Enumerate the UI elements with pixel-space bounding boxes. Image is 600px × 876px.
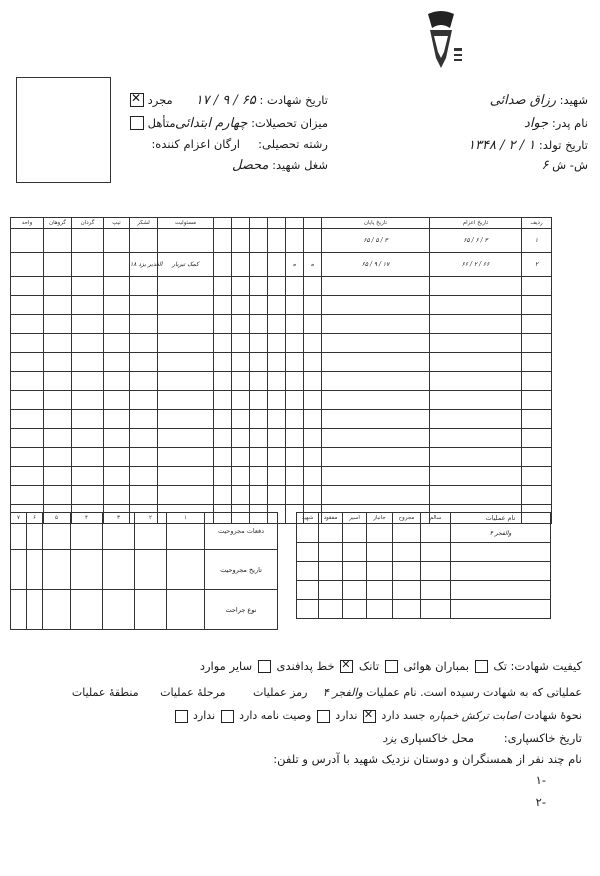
birth-value: ۱ / ۲ / ۱۳۴۸ xyxy=(468,138,536,153)
injury-col-3: ۳ xyxy=(103,513,135,524)
friends-label: نام چند نفر از همسنگران و دوستان نزدیک شهید با آدرس و تلفن: xyxy=(273,752,582,766)
how-row xyxy=(173,709,582,723)
table-row xyxy=(11,372,552,391)
table-row xyxy=(11,448,552,467)
injury-col-1: ۱ xyxy=(167,513,205,524)
single-row xyxy=(130,93,173,108)
martyr-name: رزاق صدائی xyxy=(489,93,557,108)
birth-label: تاریخ تولد: xyxy=(538,138,588,152)
injury-col-4: ۴ xyxy=(71,513,103,524)
single-checkbox[interactable] xyxy=(130,93,144,107)
married-row xyxy=(130,116,176,131)
father-label: نام پدر: xyxy=(551,116,588,130)
row1-num: ۱ xyxy=(522,229,552,253)
table-row xyxy=(11,467,552,486)
ops-col-healthy: سالم xyxy=(421,513,451,524)
dispatch-label: ارگان اعزام کننده: xyxy=(151,137,240,151)
field-label: رشته تحصیلی: xyxy=(258,137,328,151)
id-value: ۶ xyxy=(541,158,549,173)
will-label: وصیت نامه دارد xyxy=(239,709,312,722)
ops-col-missing: مفقود xyxy=(319,513,343,524)
table-row xyxy=(297,524,551,543)
married-label: متأهل xyxy=(147,116,176,130)
father-name: جواد xyxy=(524,116,549,131)
service-header-row xyxy=(11,218,552,229)
row2-dispatch: ۶۶ / ۲ / ۶۶ xyxy=(430,253,522,277)
col-role: مسئولیت xyxy=(158,218,214,229)
married-checkbox[interactable] xyxy=(130,116,144,130)
id-label: ش- ش xyxy=(552,158,588,172)
martyr-label: شهید: xyxy=(559,93,588,107)
row1-end: ۶۵ / ۵ / ۳ xyxy=(322,229,430,253)
burial-place-value: یزد xyxy=(382,732,397,745)
martyrdom-date-value: ۶۵ / ۹ / ۱۷ xyxy=(195,93,256,108)
kind-label: کیفیت شهادت: تک xyxy=(493,659,582,673)
table-row xyxy=(11,410,552,429)
job-label: شغل شهید: xyxy=(272,158,328,172)
injury-col-7: ۷ xyxy=(11,513,27,524)
ops-col-martyr: شهید xyxy=(297,513,319,524)
kind-air-checkbox[interactable] xyxy=(385,660,398,673)
injury-col-6: ۶ xyxy=(27,513,43,524)
kind-tank: تانک xyxy=(358,659,380,673)
emblem-logo xyxy=(420,8,462,74)
job-value: محصل xyxy=(231,158,269,173)
col-dispatch-date: تاریخ اعزام xyxy=(430,218,522,229)
ops-col-veteran: جانباز xyxy=(367,513,393,524)
education-value: چهارم ابتدائی xyxy=(174,116,248,131)
col-extra-1 xyxy=(214,218,232,229)
id-row xyxy=(541,158,588,173)
injury-date-label: تاریخ مجروحیت xyxy=(205,550,278,590)
col-brigade: تیپ xyxy=(104,218,130,229)
table-row xyxy=(297,600,551,619)
op-code-label: رمز عملیات xyxy=(253,686,308,699)
body-no-checkbox[interactable] xyxy=(317,710,330,723)
father-row xyxy=(524,116,588,131)
col-extra-4 xyxy=(268,218,286,229)
ops-row1-name: والفجر ۴ xyxy=(451,524,551,543)
operation-row xyxy=(72,686,582,699)
row2-role: کمک تیربار xyxy=(158,253,214,277)
injury-header-row xyxy=(11,513,278,524)
op-stage-label: مرحلهٔ عملیات xyxy=(160,686,226,699)
burial-date-label: تاریخ خاکسپاری: xyxy=(503,731,582,745)
body-no-label: ندارد xyxy=(335,709,358,722)
table-row xyxy=(11,429,552,448)
burial-row xyxy=(383,731,582,745)
operations-table xyxy=(296,512,551,619)
table-row xyxy=(11,334,552,353)
row2-division: ۱۸ الغدیر یزد xyxy=(130,253,158,277)
injury-table xyxy=(10,512,278,630)
job-row xyxy=(232,158,328,173)
injury-col-2: ۲ xyxy=(135,513,167,524)
will-yes-checkbox[interactable] xyxy=(221,710,234,723)
row2-c2: ه xyxy=(304,253,322,277)
service-table xyxy=(10,217,552,524)
injury-type-label: نوع جراحت xyxy=(205,590,278,630)
col-extra-2 xyxy=(232,218,250,229)
col-battalion: گردان xyxy=(72,218,104,229)
table-row xyxy=(11,353,552,372)
table-row xyxy=(11,550,278,590)
injury-count-label: دفعات مجروحیت xyxy=(205,513,278,550)
body-yes-checkbox[interactable] xyxy=(363,710,376,723)
burial-place-label: محل خاکسپاری xyxy=(400,731,475,745)
ops-header-row xyxy=(297,513,551,524)
col-extra-3 xyxy=(250,218,268,229)
friend-line-1: -۱ xyxy=(535,773,546,787)
row2-end: ۶۵ / ۹ / ۱۷ xyxy=(322,253,430,277)
row2-c1: ه xyxy=(286,253,304,277)
martyr-row xyxy=(490,93,588,108)
table-row xyxy=(11,391,552,410)
table-row xyxy=(11,296,552,315)
photo-box xyxy=(16,77,111,183)
op-sentence: عملیاتی که به شهادت رسیده است. نام عملیات xyxy=(366,686,582,699)
ops-col-injured: مجروح xyxy=(393,513,421,524)
row1-dispatch: ۶۵ / ۶ / ۳ xyxy=(430,229,522,253)
ops-col-captive: اسیر xyxy=(343,513,367,524)
table-row xyxy=(297,581,551,600)
col-unit: واحد xyxy=(11,218,44,229)
single-label: مجرد xyxy=(147,93,173,107)
table-row xyxy=(11,590,278,630)
kind-tank-checkbox[interactable] xyxy=(340,660,353,673)
martyrdom-date-row xyxy=(196,93,328,108)
martyrdom-date-label: تاریخ شهادت : xyxy=(259,93,328,107)
col-end-date: تاریخ پایان xyxy=(322,218,430,229)
table-row xyxy=(11,253,552,277)
col-extra-5 xyxy=(286,218,304,229)
col-division: لشکر xyxy=(130,218,158,229)
injury-col-5: ۵ xyxy=(43,513,71,524)
table-row xyxy=(11,229,552,253)
row2-num: ۲ xyxy=(522,253,552,277)
will-no-label: ندارد xyxy=(193,709,216,722)
friend-line-2: -۲ xyxy=(535,795,546,809)
ops-col-name: نام عملیات xyxy=(451,513,551,524)
kind-other: سایر موارد xyxy=(199,659,253,673)
body-label: جسد دارد xyxy=(381,709,426,722)
kind-attack-checkbox[interactable] xyxy=(475,660,488,673)
how-label: نحوهٔ شهادت xyxy=(524,709,582,722)
education-row xyxy=(175,116,328,131)
col-extra-6 xyxy=(304,218,322,229)
martyrdom-kind-row xyxy=(200,659,582,673)
how-value: اصابت ترکش خمپاره xyxy=(428,710,521,722)
col-company: گروهان xyxy=(44,218,72,229)
will-no-checkbox[interactable] xyxy=(175,710,188,723)
education-label: میزان تحصیلات: xyxy=(251,116,328,130)
kind-defense-checkbox[interactable] xyxy=(258,660,271,673)
table-row xyxy=(297,543,551,562)
kind-defense: خط پدافندی xyxy=(276,659,335,673)
table-row xyxy=(11,277,552,296)
table-row xyxy=(297,562,551,581)
table-row xyxy=(11,486,552,505)
col-row: ردیف xyxy=(522,218,552,229)
table-row xyxy=(11,315,552,334)
op-area-label: منطقهٔ عملیات xyxy=(71,686,139,699)
kind-air: بمباران هوائی xyxy=(403,659,470,673)
birth-row xyxy=(468,138,588,153)
op-name-value: والفجر ۴ xyxy=(322,686,363,699)
